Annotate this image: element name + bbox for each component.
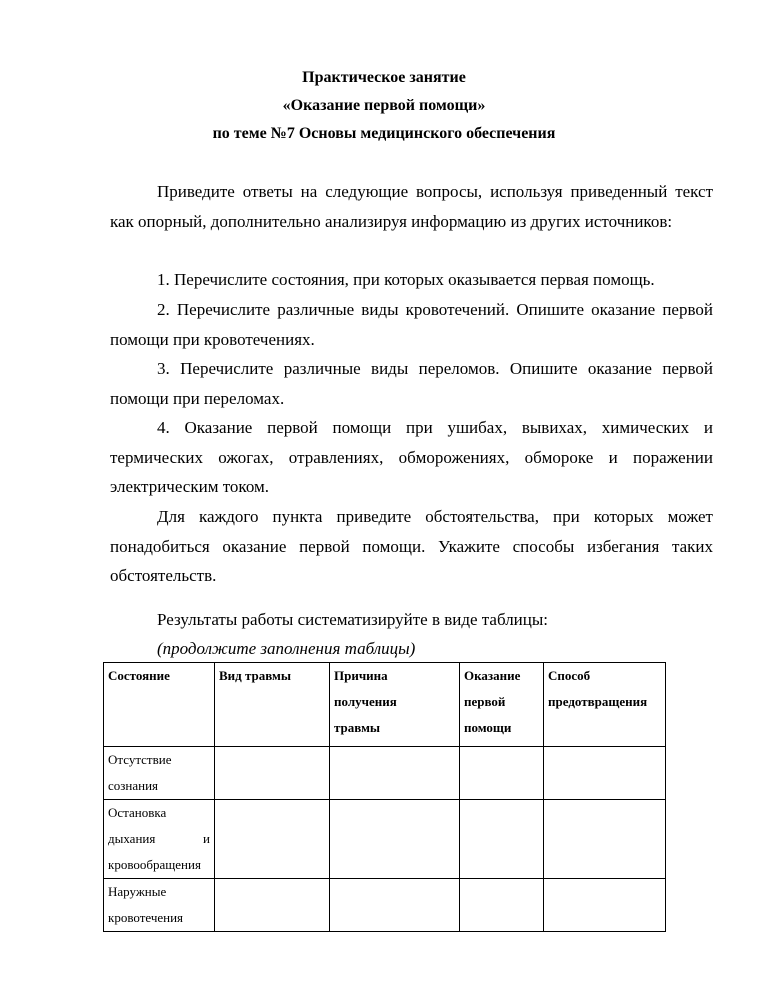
row-3-line-2: кровотечения bbox=[108, 910, 184, 925]
header-aid-line-3: помощи bbox=[464, 720, 512, 735]
empty-cell bbox=[460, 879, 544, 932]
table-header-row bbox=[104, 663, 666, 747]
empty-cell bbox=[544, 800, 666, 879]
header-prevention bbox=[544, 663, 666, 747]
header-aid-line-2: первой bbox=[464, 694, 506, 709]
empty-cell bbox=[215, 800, 330, 879]
row-1-line-2: сознания bbox=[108, 778, 159, 793]
title-line-1: Практическое занятие bbox=[302, 69, 466, 86]
row-state-cell bbox=[104, 879, 215, 932]
question-2: 2. Перечислите различные виды кровотечений. Опишите оказание первой помощи при кровотечениях. bbox=[110, 300, 713, 349]
header-cause bbox=[330, 663, 460, 747]
empty-cell bbox=[460, 800, 544, 879]
empty-cell bbox=[330, 800, 460, 879]
header-cause-line-2: получения bbox=[334, 694, 397, 709]
header-cause-line-1: Причина bbox=[334, 668, 388, 683]
title-line-3: по теме №7 Основы медицинского обеспечения bbox=[212, 125, 556, 142]
empty-cell bbox=[215, 879, 330, 932]
question-4: 4. Оказание первой помощи при ушибах, вывихах, химических и термических ожогах, отравлениях, обморожениях, обмороке и поражении электрическим током. bbox=[110, 418, 713, 496]
question-3: 3. Перечислите различные виды переломов. Опишите оказание первой помощи при переломах. bbox=[110, 359, 713, 408]
table-row bbox=[104, 747, 666, 800]
header-prevention-line-2: предотвращения bbox=[548, 694, 648, 709]
circumstances-paragraph: Для каждого пункта приведите обстоятельства, при которых может понадобиться оказание первой помощи. Укажите способы избегания таких обстоятельств. bbox=[110, 507, 713, 585]
table-note: (продолжите заполнения таблицы) bbox=[157, 639, 416, 658]
header-cause-line-3: травмы bbox=[334, 720, 381, 735]
row-1-line-1: Отсутствие bbox=[108, 752, 172, 767]
header-first-aid bbox=[460, 663, 544, 747]
row-state-cell bbox=[104, 800, 215, 879]
table-row bbox=[104, 800, 666, 879]
row-2-line-1: Остановка bbox=[108, 805, 167, 820]
empty-cell bbox=[460, 747, 544, 800]
header-injury-type: Вид травмы bbox=[215, 663, 330, 747]
empty-cell bbox=[544, 879, 666, 932]
empty-cell bbox=[215, 747, 330, 800]
row-3-line-1: Наружные bbox=[108, 884, 167, 899]
row-state-cell bbox=[104, 747, 215, 800]
results-table bbox=[103, 662, 666, 932]
header-prevention-line-1: Способ bbox=[548, 668, 591, 683]
table-intro: Результаты работы систематизируйте в виде таблицы: bbox=[157, 610, 549, 629]
header-aid-line-1: Оказание bbox=[464, 668, 521, 683]
question-1: 1. Перечислите состояния, при которых оказывается первая помощь. bbox=[157, 270, 655, 289]
table-row bbox=[104, 879, 666, 932]
row-2-line-2: дыхания и bbox=[108, 831, 210, 846]
intro-paragraph: Приведите ответы на следующие вопросы, используя приведенный текст как опорный, дополнительно анализируя информацию из других источников: bbox=[110, 182, 713, 231]
title-line-2: «Оказание первой помощи» bbox=[282, 97, 486, 114]
header-state: Состояние bbox=[104, 663, 215, 747]
row-2-line-3: кровообращения bbox=[108, 857, 201, 872]
empty-cell bbox=[330, 747, 460, 800]
empty-cell bbox=[544, 747, 666, 800]
empty-cell bbox=[330, 879, 460, 932]
